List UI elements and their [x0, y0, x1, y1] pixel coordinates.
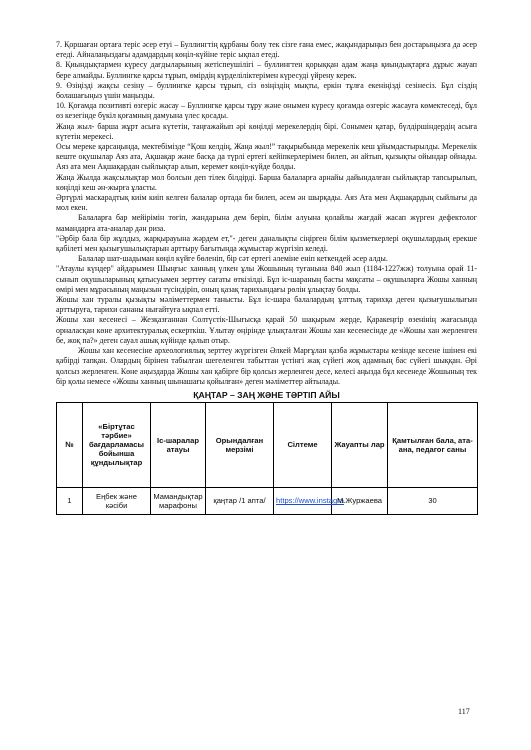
page-number: 117: [458, 707, 470, 716]
page-content: [56, 40, 477, 515]
cell-event: Мамандықтар марафоны: [151, 487, 206, 514]
header-link: Сілтеме: [274, 402, 332, 487]
paragraph-item-10: 10. Қоғамда позитивті өзгеріс жасау – Буллингке қарсы тұру және онымен күресу қоғамда өзгеріс жасауға көмектеседі, бұл өз кезегінде бүкіл қоғамның дамуына үлес қосады.: [56, 101, 477, 121]
table-title: ҚАҢТАР – ЗАҢ ЖӘНЕ ТӘРТІП АЙЫ: [193, 389, 340, 400]
cell-value: Еңбек және кәсіби: [83, 487, 151, 514]
header-values: «Біртұтас тәрбие» бағдарламасы бойынша құндылықтар: [83, 402, 151, 487]
paragraph-item-8: 8. Қиындықтармен күресу дағдыларының жетіспеушілігі – буллингтен қорыққан адам жаңа қиындықтарға дұрыс жауап бере алмайды. Буллингке қарсы тұрып, өмірдің күрделіліктерімен күресуді үйрену керек.: [56, 60, 477, 80]
paragraph-item-9: 9. Өзіңізді жақсы сезіну – буллингке қарсы тұрып, сіз өзіңіздің мықты, еркін тұлға екеніңізді сезінесіз. Бұл сіздің болашағыңыз үшін маңызды.: [56, 80, 477, 101]
paragraph-celebration: Осы мереке қарсаңында, мектебімізде “Қош келдің, Жаңа жыл!” тақырыбында мерекелік кеш ұйымдастырылды. Мерекелік кеште оқушылар Аяз ата, Ақшақар және басқа да түрлі ертегі кейіпкерлерімен билеп, ән айтып, қызықты ойындар ойнады. Аяз ата мен Ақшақардан сыйлықтар алып, керемет көңіл-күйде болды.: [56, 142, 477, 172]
cell-date: қаңтар /1 апта/: [206, 487, 274, 514]
paragraph-jochi-facts: Жошы хан туралы қызықты мәліметтермен танысты. Бұл іс-шара балалардың ұлттық тарихқа деген қызығушылығын арттыруға, тарихи сананы нығайтуға ықпал етті.: [56, 295, 477, 315]
table-header-row: [57, 402, 478, 487]
paragraph-new-year: Жаңа жыл- барша жұрт асыға күтетін, таңғажайып әрі көңілді мерекелердің бірі. Сонымен қатар, бүлдіршіндердің асыға күтетін мерекесі.: [56, 121, 477, 141]
header-event-name: Іс-шаралар атауы: [151, 402, 206, 487]
paragraph-named-days: "Атаулы күндер" айдарымен Шыңғыс ханның үлкен ұлы Жошының туғанына 840 жыл (1184-1227жж) толуына орай 11- сынып оқушыларының қатысуымен зерттеу сағаты өткізілді. Бұл іс-шараның басты мақсаты – оқушыларға Жошы ханның өмірі мен мұрасының маңызын түсіндіріп, оның қазақ тарихындағы рөлін ұлықтау болды.: [56, 264, 477, 294]
paragraph-mausoleum: Жошы хан кесенесі – Жезқазғаннан Солтүстік-Шығысқа қарай 50 шақырым жерде, Қаракеңгір өзенінің жағасында орналасқан көне архитектуралық ескерткіш. Ұлытау өңірінде ұлықталған Жошы хан кесенесінде де «Жошы хан жерленген бе, жоқ па?» деген сауал ашық күйінде қалып отыр.: [56, 315, 477, 345]
cell-count: 30: [388, 487, 478, 514]
events-table: [56, 402, 478, 515]
paragraph-wishes: Жаңа Жылда жақсылықтар мол болсын деп тілек білдірді. Барша балаларға арнайы дайындалған сыйлықтар тапсырылып, көңілді кеш ән-жырға ұласты.: [56, 172, 477, 192]
paragraph-defectologists: Балаларға бар мейірімін төгіп, жандарына дем беріп, білім алуына қолайлы жағдай жасап жүрген дефектолог мамандарға ата-аналар дән риза.: [56, 213, 477, 233]
paragraph-masquerade: Әртүрлі маскарадтық киім киіп келген балалар ортада би билеп, әсем ән шырқады. Аяз Ата мен Ақшақардың сыйлығы да мол екен.: [56, 193, 477, 213]
cell-link[interactable]: https://www.instagra: [274, 487, 332, 514]
header-participants: Қамтылған бала, ата-ана, педагог саны: [388, 402, 478, 487]
paragraph-fairy-tale: Балалар шат-шадыман көңіл күйге бөленіп, бір сәт ертегі әлеміне еніп кеткендей әсер алды.: [78, 254, 388, 264]
cell-number: 1: [57, 487, 83, 514]
paragraph-quote: "Әрбір бала бір жұлдыз, жарқырауына жәрдем ет,"- деген даналықты сіңірген білім қызметкерлері оқушылардың ерекше қабілеті мен қызығушылықтарын арттыру бағытында жұмыстар жүргізіп келеді.: [56, 233, 477, 254]
header-date: Орындалған мерзімі: [206, 402, 274, 487]
paragraph-item-7: 7. Қоршаған ортаға теріс әсер етуі – Буллингтің құрбаны болу тек сізге ғана емес, жақындарыңыз бен достарыңызға да әсер етеді. Айналаңыздағы адамдардың көңіл-күйіне теріс ықпал етеді.: [56, 40, 477, 60]
paragraph-archaeology: Жошы хан кесенесіне археологиялық зерттеу жүргізген Әлкей Марғұлан қазба жұмыстары кезінде кесене ішінен екі қабірді тапқан. Олардың бірінен табылған шегеленген табыттан үстінгі жақ сүйегі жоқ адамның бас сүйегі шыққан. Әрі қолсыз жерленген. Көне аңыздарда Жошы хан қабірге бір қолсыз жерленген десе, келесі аңызда бұл кесенеде Жошының тек бір қолы немесе «Жошы ханның шынашағы қойылған» деген мәліметтер айтылады.: [56, 346, 477, 386]
cell-responsible: М.Журжаева: [332, 487, 388, 514]
header-responsible: Жауапты лар: [332, 402, 388, 487]
header-number: №: [57, 402, 83, 487]
table-row: [57, 487, 478, 514]
